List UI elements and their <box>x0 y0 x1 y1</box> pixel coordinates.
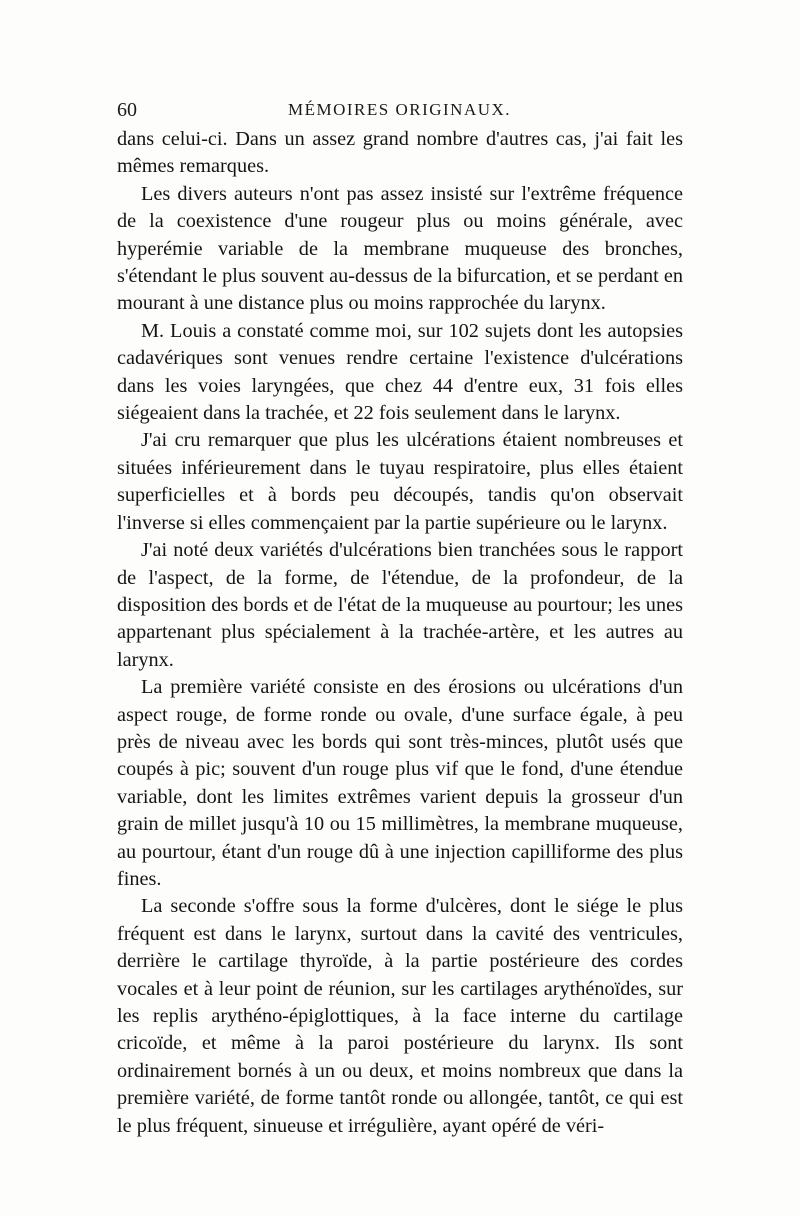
page-number: 60 <box>117 99 137 121</box>
body-text <box>117 126 683 1140</box>
running-head: MÉMOIRES ORIGINAUX. <box>287 100 512 119</box>
paragraph-two-varieties: J'ai noté deux variétés d'ulcérations bien tranchées sous le rapport de l'aspect, de la forme, de l'étendue, de la profondeur, de la disposition des bords et de l'état de la muqueuse au pourtour; les unes appartenant plus spécialement à la trachée-artère, et les autres au larynx. <box>117 539 683 671</box>
paragraph-second-variety: La seconde s'offre sous la forme d'ulcères, dont le siége le plus fréquent est dans le larynx, surtout dans la cavité des ventricules, derrière le cartilage thyroïde, à la partie postérieure des cordes vocales et à leur point de réunion, sur les cartilages arythénoïdes, sur les replis arythéno-épiglottiques, à la face interne du cartilage cricoïde, et même à la paroi postérieure du larynx. Ils sont ordinairement bornés à un ou deux, et moins nombreux que dans la première variété, de forme tantôt ronde ou allongée, tantôt, ce qui est le plus fréquent, sinueuse et irrégulière, ayant opéré de véri- <box>117 895 683 1137</box>
page-header <box>117 97 682 123</box>
paragraph-first-variety: La première variété consiste en des érosions ou ulcérations d'un aspect rouge, de forme ronde ou ovale, d'une surface égale, à peu près de niveau avec les bords qui sont très-minces, plutôt usés que coupés à pic; souvent d'un rouge plus vif que le fond, d'une étendue variable, dont les limites extrêmes varient depuis la grosseur d'un grain de millet jusqu'à 10 ou 15 millimètres, la membrane muqueuse, au pourtour, étant d'un rouge dû à une injection capilliforme des plus fines. <box>117 676 683 890</box>
paragraph-coexistence-rougeur: Les divers auteurs n'ont pas assez insisté sur l'extrême fréquence de la coexistence d'une rougeur plus ou moins générale, avec hyperémie variable de la membrane muqueuse des bronches, s'étendant le plus souvent au-dessus de la bifurcation, et se perdant en mourant à une distance plus ou moins rapprochée du larynx. <box>117 182 683 315</box>
paragraph-ulcerations-location: J'ai cru remarquer que plus les ulcérations étaient nombreuses et situées inférieurement dans le tuyau respiratoire, plus elles étaient superficielles et à bords peu découpés, tandis qu'on observait l'inverse si elles commençaient par la partie supérieure ou le larynx. <box>117 429 683 534</box>
paragraph-louis-statistics: M. Louis a constaté comme moi, sur 102 sujets dont les autopsies cadavériques sont venues rendre certaine l'existence d'ulcérations dans les voies laryngées, que chez 44 d'entre eux, 31 fois elles siégeaient dans la trachée, et 22 fois seulement dans le larynx. <box>117 319 683 425</box>
paragraph-continuation: dans celui-ci. Dans un assez grand nombre d'autres cas, j'ai fait les mêmes remarques. <box>117 128 683 178</box>
